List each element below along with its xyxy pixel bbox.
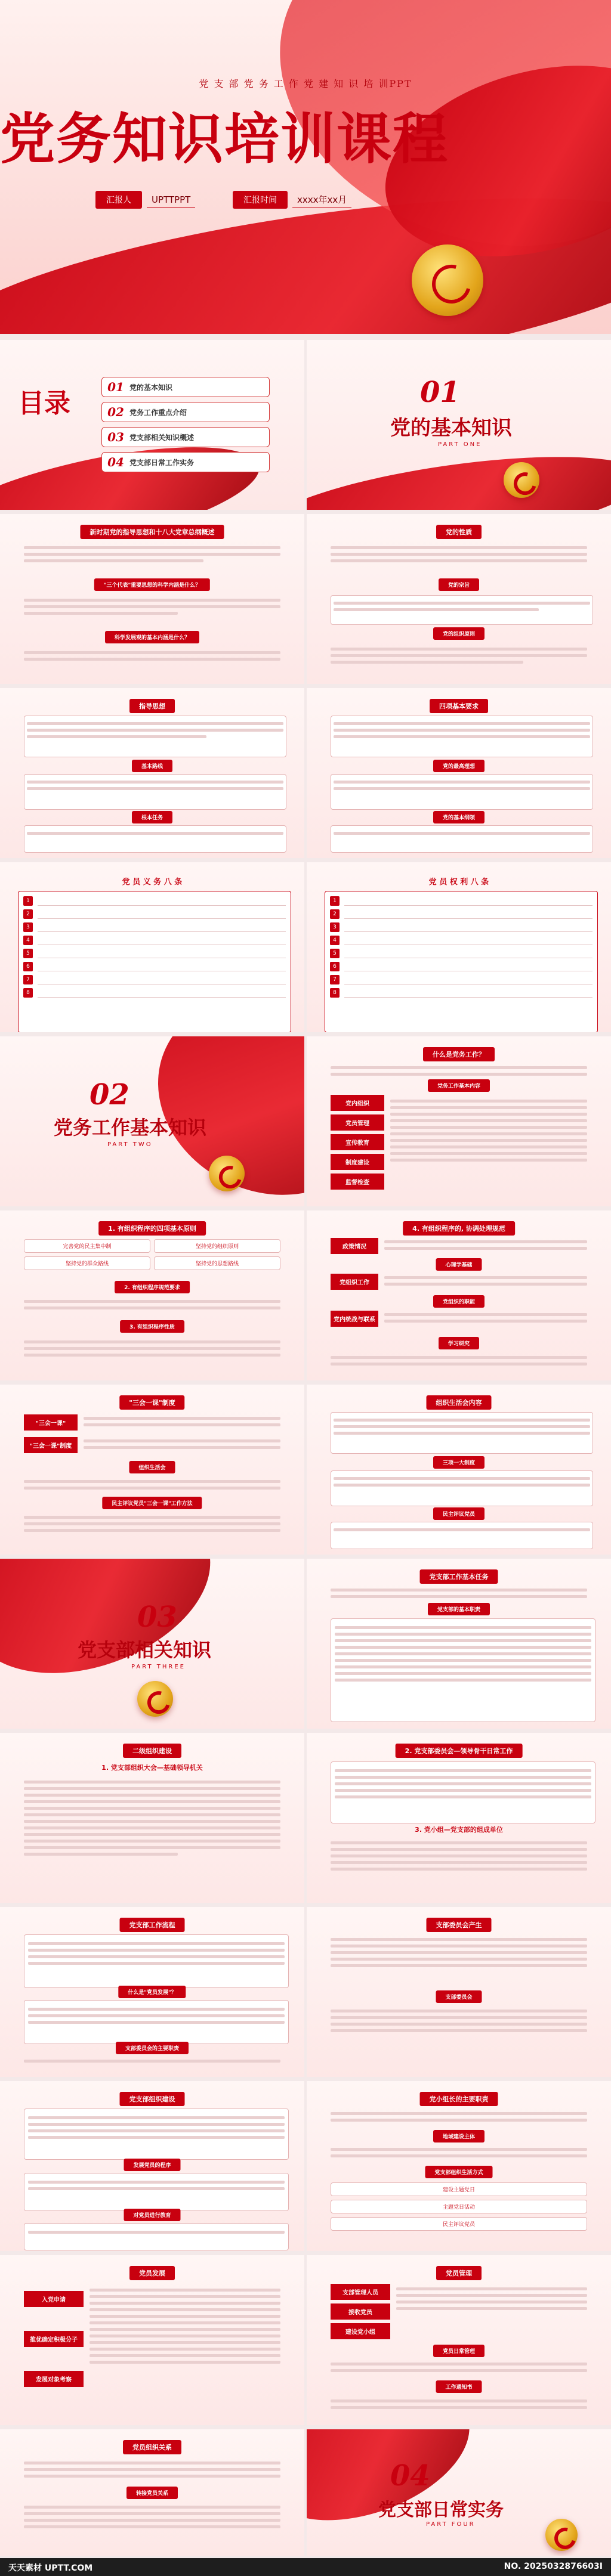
content-box — [331, 716, 593, 757]
content-block — [90, 2285, 280, 2367]
sub-header: 地域建设主体 — [433, 2130, 485, 2142]
part-title: 党支部相关知识 — [78, 1639, 212, 1661]
sub-header: 对党员进行教育 — [124, 2209, 180, 2221]
slide-org-life — [307, 1385, 611, 1555]
toc-title: 目录 — [18, 388, 70, 419]
sub-header: 3. 有组织程序性质 — [120, 1320, 184, 1333]
slide-header: 4. 有组织程序的, 协调处理规范 — [403, 1221, 515, 1236]
slide-header: 党支部组织建设 — [120, 2092, 185, 2106]
content-block — [331, 2109, 587, 2125]
sub-header: 党的最高理想 — [433, 760, 485, 772]
tag-item: 政策情况 — [331, 1238, 378, 1254]
tag-item: 监督检查 — [331, 1174, 384, 1190]
slide-branch-tasks — [307, 1559, 611, 1729]
tag-item: 制度建设 — [331, 1154, 384, 1170]
cover-title: 党务知识培训课程 — [0, 107, 449, 171]
tag-item: 坚持党的群众路线 — [24, 1256, 150, 1270]
content-block — [331, 1838, 587, 1874]
part-en: PART TWO — [107, 1141, 153, 1148]
tag-item: "三会一课" — [24, 1414, 78, 1431]
content-block — [331, 543, 587, 566]
slide-header: 组织生活会内容 — [427, 1395, 492, 1410]
party-emblem-icon — [209, 1156, 245, 1191]
sub-header: 组织生活会 — [129, 1461, 175, 1473]
content-box — [24, 1934, 289, 1988]
tag-column — [331, 2284, 390, 2343]
tag-column — [331, 1095, 384, 1193]
content-block — [24, 2502, 280, 2532]
content-box — [24, 716, 286, 757]
toc-num: 02 — [107, 405, 124, 419]
toc-label: 党的基本知识 — [129, 383, 173, 392]
sub-header: 转接党员关系 — [126, 2487, 178, 2499]
tag-item: 支部管理人员 — [331, 2284, 390, 2300]
sub-header: 党的基本纲领 — [433, 811, 485, 823]
toc-item-2[interactable] — [101, 402, 270, 422]
sub-header: 支部委员会的主要职责 — [116, 2042, 189, 2054]
tag-item: 党组织工作 — [331, 1274, 378, 1290]
slide-header: 党支部工作基本任务 — [420, 1569, 498, 1584]
content-block — [384, 1237, 587, 1253]
cover-time — [233, 191, 351, 209]
content-block — [24, 543, 280, 566]
slide-three-meetings — [0, 1385, 304, 1555]
sub-header: 学习研究 — [439, 1337, 479, 1349]
slide-header: 党员发展 — [129, 2266, 175, 2280]
content-box — [331, 1761, 595, 1823]
sub-header: 3. 党小组—党支部的组成单位 — [415, 1826, 503, 1834]
part-number: 02 — [90, 1078, 129, 1111]
tag-item: 党员管理 — [331, 1114, 384, 1131]
sub-header: 党的组织原则 — [433, 627, 485, 640]
content-box — [331, 595, 593, 625]
slide-org-building — [0, 1733, 304, 1903]
tag-item: 党内组织 — [331, 1095, 384, 1111]
tag-item: 民主评议党员 — [331, 2217, 587, 2231]
content-box — [331, 825, 593, 853]
content-block — [84, 1436, 280, 1453]
tag-item: 建设主题党日 — [331, 2182, 587, 2196]
slide-member-management — [307, 2255, 611, 2425]
slide-committee-election — [307, 1907, 611, 2077]
content-box — [331, 774, 593, 810]
numbered-list: 1 2 3 4 5 6 7 8 — [325, 891, 598, 1032]
slide-member-rights — [307, 862, 611, 1032]
time-value: xxxx年xx月 — [292, 191, 351, 208]
tag-item: 建设党小组 — [331, 2323, 390, 2339]
watermark-footer — [0, 2558, 611, 2576]
slide-header: 党 员 义 务 八 条 — [122, 878, 183, 887]
tag-item: 推优确定积极分子 — [24, 2331, 84, 2347]
slide-branch-committee — [307, 1733, 611, 1903]
content-box — [331, 1412, 593, 1454]
sub-header: 心理学基础 — [436, 1258, 482, 1271]
toc-label: 党务工作重点介绍 — [129, 408, 187, 417]
sub-header: 基本路线 — [132, 760, 172, 772]
content-box — [24, 774, 286, 810]
content-box — [24, 2109, 289, 2160]
content-block — [384, 1309, 587, 1326]
content-box — [24, 2223, 289, 2250]
tag-grid — [24, 1239, 280, 1270]
part-number: 01 — [420, 376, 460, 409]
content-block — [331, 1352, 587, 1369]
numbered-list: 1 2 3 4 5 6 7 8 — [18, 891, 291, 1032]
sub-header: 党员日常管理 — [433, 2345, 485, 2357]
party-emblem-icon — [137, 1681, 173, 1717]
tag-item: "三会一课"制度 — [24, 1437, 78, 1453]
part-number: 03 — [137, 1600, 177, 1634]
sub-header: 2. 有组织程序规范要求 — [115, 1281, 190, 1293]
content-block — [24, 2056, 280, 2066]
reporter-label: 汇报人 — [95, 191, 142, 209]
slide-header: 党支部工作流程 — [120, 1918, 185, 1932]
slide-branch-org — [0, 2081, 304, 2251]
sub-header: 1. 党支部组织大会—基础领导机关 — [101, 1764, 203, 1772]
content-block — [331, 2396, 587, 2413]
slide-member-duties — [0, 862, 304, 1032]
slide-header: 2. 党支部委员会—领导骨干日常工作 — [396, 1744, 523, 1758]
slide-party-nature — [307, 514, 611, 684]
content-block — [331, 2144, 587, 2161]
content-block — [24, 1337, 280, 1360]
content-box — [24, 2000, 289, 2044]
part-title: 党的基本知识 — [390, 416, 512, 440]
part-en: PART THREE — [131, 1664, 186, 1670]
tag-column — [24, 2291, 84, 2391]
slide-org-relations — [0, 2429, 304, 2556]
tag-item: 宣传教育 — [331, 1134, 384, 1150]
part-two-slide — [0, 1036, 304, 1206]
toc-label: 党支部日常工作实务 — [129, 458, 195, 467]
toc-num: 01 — [107, 380, 124, 394]
sub-header: "三个代表"重要思想的科学内涵是什么？ — [94, 578, 210, 591]
sub-header: 工作通知书 — [436, 2380, 482, 2393]
footer-code: NO. 2025032876603I — [504, 2562, 603, 2571]
toc-item-3[interactable] — [101, 427, 270, 447]
reporter-value: UPTTPPT — [147, 193, 195, 208]
content-block — [24, 1512, 280, 1535]
sub-header: 三项一大制度 — [433, 1456, 485, 1469]
tag-item: 完善党的民主集中制 — [24, 1239, 150, 1253]
tag-item: 坚持党的组织原则 — [154, 1239, 280, 1253]
content-block — [331, 1585, 587, 1602]
part-en: PART ONE — [438, 441, 482, 448]
content-block — [331, 2359, 587, 2376]
slide-ideology — [0, 514, 304, 684]
content-block — [331, 2006, 587, 2036]
content-block — [84, 1413, 280, 1430]
tag-item: 党内统战与联系 — [331, 1311, 378, 1327]
content-block — [24, 1777, 280, 1859]
tag-item: 入党申请 — [24, 2291, 84, 2307]
tag-item: 主题党日活动 — [331, 2200, 587, 2213]
slide-header: 四项基本要求 — [430, 699, 488, 713]
toc-item-1[interactable] — [101, 377, 270, 397]
footer-brand: 天天素材 UPTT.COM — [8, 2563, 93, 2573]
content-block — [331, 1063, 587, 1079]
slide-header: 党小组长的主要职责 — [420, 2092, 498, 2106]
toc-num: 03 — [107, 430, 124, 444]
sub-header: 民主评议党员 — [433, 1507, 485, 1520]
part-title: 党务工作基本知识 — [54, 1116, 207, 1139]
content-block — [396, 2284, 587, 2314]
sub-header: 什么是"党员发展"？ — [118, 1986, 186, 1998]
sub-header: 发展党员的程序 — [124, 2159, 180, 2171]
slide-member-development — [0, 2255, 304, 2425]
slide-header: 党员组织关系 — [123, 2440, 181, 2454]
slide-header: 指导思想 — [129, 699, 175, 713]
slide-header: "三会一课"制度 — [119, 1395, 184, 1410]
content-block — [390, 1096, 587, 1165]
slide-group-leader — [307, 2081, 611, 2251]
content-box — [24, 2173, 289, 2211]
content-box — [331, 1522, 593, 1549]
toc-item-4[interactable] — [101, 452, 270, 472]
slide-branch-workflow — [0, 1907, 304, 2077]
part-ribbon — [307, 438, 611, 510]
slide-guiding-ideology — [0, 688, 304, 858]
slide-org-principles — [0, 1210, 304, 1380]
cover-subtitle: 党 支 部 党 务 工 作 党 建 知 识 培 训PPT — [199, 78, 412, 89]
tag-item: 发展对象考察 — [24, 2371, 84, 2387]
tag-item: 坚持党的思想路线 — [154, 1256, 280, 1270]
part-ribbon — [0, 1559, 234, 1704]
tag-item: 接收党员 — [331, 2303, 390, 2320]
sub-header: 党务工作基本内容 — [428, 1079, 490, 1092]
part-number: 04 — [390, 2459, 430, 2493]
part-one-slide — [307, 340, 611, 510]
slide-party-work — [307, 1036, 611, 1206]
content-block — [24, 648, 280, 664]
content-block — [331, 1934, 587, 1971]
slide-header: 二级组织建设 — [123, 1744, 181, 1758]
content-box — [331, 1618, 595, 1722]
content-block — [24, 1476, 280, 1493]
slide-header: 1. 有组织程序的四项基本原则 — [98, 1221, 206, 1236]
toc-num: 04 — [107, 455, 124, 469]
part-three-slide — [0, 1559, 304, 1729]
sub-header: 党支部组织生活方式 — [425, 2166, 492, 2178]
slide-header: 党员管理 — [436, 2266, 482, 2280]
party-emblem-icon — [504, 462, 539, 498]
cover-reporter — [95, 191, 195, 209]
sub-header: 党的宗旨 — [439, 578, 479, 591]
slide-header: 党 员 权 利 八 条 — [428, 878, 489, 887]
part-title: 党支部日常实务 — [378, 2500, 504, 2521]
sub-header: 科学发展观的基本内涵是什么？ — [105, 631, 199, 643]
content-box — [24, 825, 286, 853]
party-emblem-icon — [412, 244, 483, 316]
slide-header: 什么是党务工作？ — [423, 1047, 495, 1061]
slide-header: 党的性质 — [436, 525, 482, 539]
content-box — [331, 1470, 593, 1506]
slide-coordination — [307, 1210, 611, 1380]
part-four-slide — [307, 2429, 611, 2556]
sub-header: 民主评议党员"三会一课"工作方法 — [102, 1497, 202, 1509]
time-label: 汇报时间 — [233, 191, 288, 209]
part-en: PART FOUR — [426, 2521, 476, 2528]
content-block — [384, 1272, 587, 1289]
cover-slide — [0, 0, 611, 334]
sub-header: 支部委员会 — [436, 1990, 482, 2003]
sub-header: 党支部的基本职责 — [428, 1603, 490, 1615]
content-block — [24, 2458, 280, 2481]
party-emblem-icon — [545, 2519, 578, 2551]
content-block — [24, 1296, 280, 1313]
content-block — [331, 644, 587, 667]
sub-header: 党组织的职能 — [433, 1295, 485, 1308]
content-block — [24, 595, 280, 618]
slide-header: 新时期党的指导思想和十八大党章总纲概述 — [81, 525, 224, 539]
tag-grid — [331, 2182, 587, 2231]
slide-four-requirements — [307, 688, 611, 858]
toc-label: 党支部相关知识概述 — [129, 433, 195, 442]
toc-slide — [0, 340, 304, 510]
sub-header: 根本任务 — [132, 811, 172, 823]
slide-header: 支部委员会产生 — [427, 1918, 492, 1932]
